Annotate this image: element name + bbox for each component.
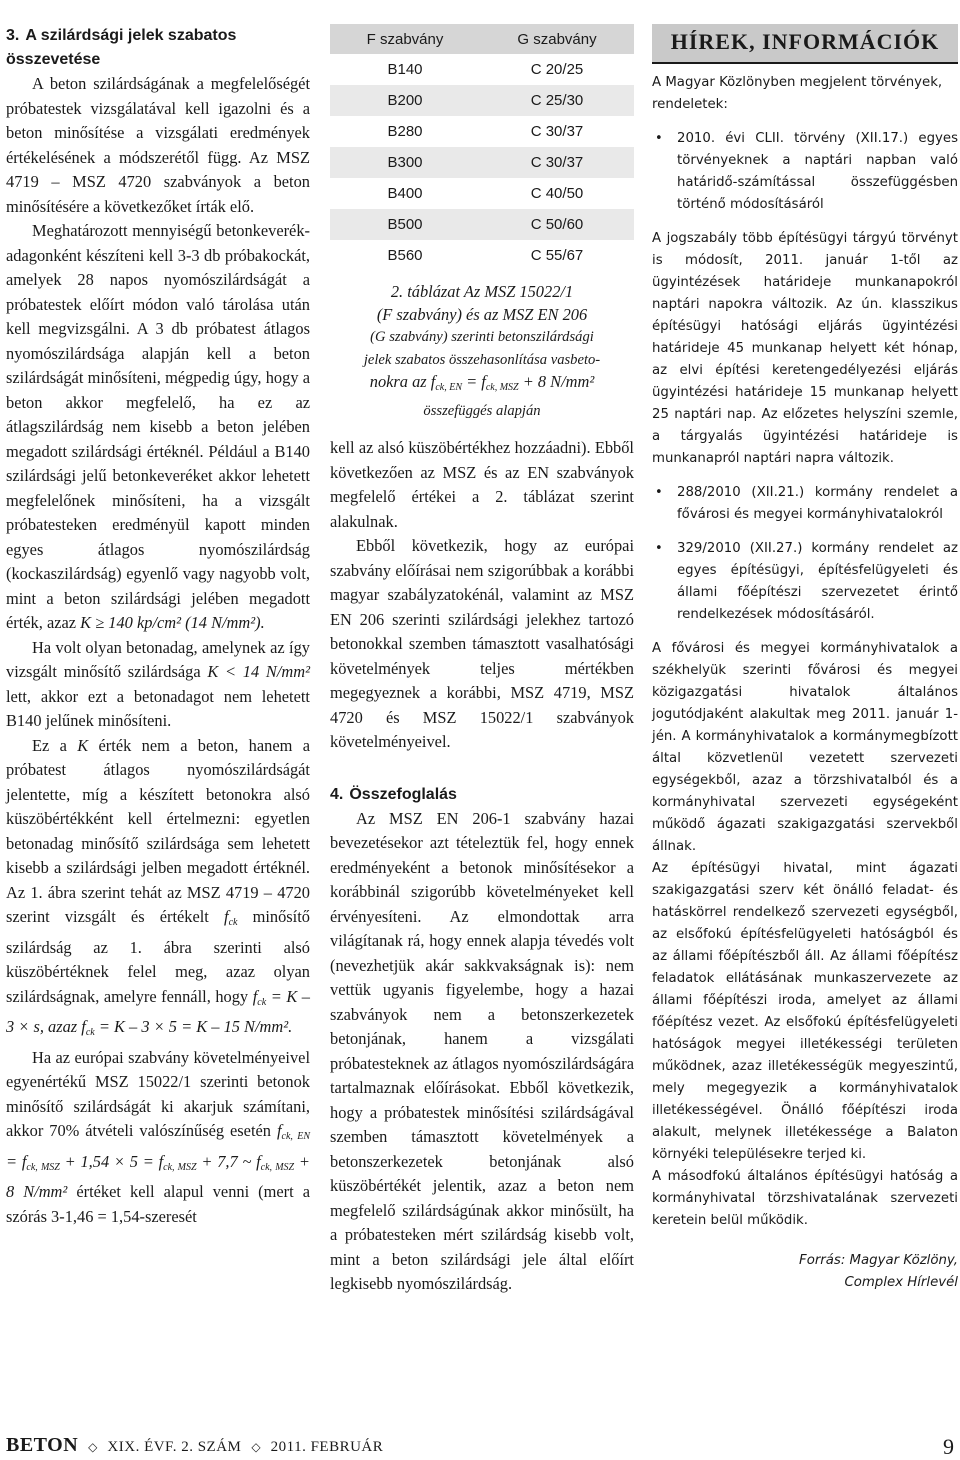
table-row: B280 C 30/37 (387, 123, 584, 140)
diamond-icon: ◇ (88, 1440, 98, 1454)
paragraph: A beton szilárdságának a megfelelőségét próbatestek vizsgálatával kell igazolni és a beton minősítése a vizsgálati eredmények értékelésének a módszerétől függ. Az MSZ 4719 – MSZ 4720 szabványok a beton minősítésére a következőket írták elő. (6, 74, 310, 216)
section-title: A szilárdsági jelek szabatos összevetése (6, 27, 237, 68)
left-column (6, 24, 310, 1229)
paragraph: Meghatározott mennyiségű betonkeverék-adagonként készíteni kell 3-3 db próbakockát, amelyek 28 napos nyomószilárdságát a próbatestek előírt módon való tárolása után kell megvizsgálni. A 3 db próbatest átlagos nyomószilárdsága alapján kell a beton szilárdságát minősíteni, mégpedig úgy, hogy a beton akkor megfelelő, ha ez az átlagszilárdság nem kisebb a beton jelében megadott szilárdsági értéknél. Például a B140 szilárdsági jelű betonkeveréket akkor lehetett megfelelőnek minősíteni, ha a vizsgált próbatesteken eredményül kapott minden egyes átlagos nyomószilárdság (kockaszilárdság) egyenlő vagy nagyobb volt, mint a beton szilárdsági jelében megadott érték, azaz K ≥ 140 kp/cm² (14 N/mm²). (6, 221, 310, 632)
list-item: • 288/2010 (XII.21.) kormány rendelet a fővárosi és megyei kormányhivatalokról (652, 482, 958, 526)
list-item: • 329/2010 (XII.27.) kormány rendelet az egyes építésügyi, építésfelügyeleti és állami főépítészi szervezetet érintő rendelkezések módosításáról. (652, 538, 958, 626)
table-row: B300 C 30/37 (330, 147, 634, 178)
paragraph: A fővárosi és megyei kormányhivatalok a székhelyük szerinti fővárosi és megyei közigazgatási hivatalok általános jogutódjaként alakultak meg 2011. január 1-jén. A kormányhivatalok a kormánymegbízott által közvetlenül vezetett szervezeti egységekből, azaz a törzshivatalból és a kormányhivatal szervezeti egységeként működő ágazati szakigazgatási szervekből állnak. (652, 641, 958, 854)
section-number: 4. (330, 785, 344, 803)
law-list (652, 128, 958, 216)
paragraph: A jogszabály több építésügyi tárgyú törvényt is módosít, 2011. január 1-től az ügyintézések határideje munkanapokról naptári napokra változik. Az ún. klasszikus építésügyi hatósági eljárás ügyintézési határideje 45 munkanap helyett két hónap, az elvi építési keretengedélyezési eljárás ügyintézési határideje 15 munkanap helyett 25 naptári nap. Az előzetes helyszíni szemle, a tárgyalás ügyintézési határideje is munkanapról naptári napra változik. (652, 231, 958, 466)
news-intro: A Magyar Közlönyben megjelent törvények, rendeletek: (652, 75, 943, 112)
section-4-heading (330, 783, 634, 807)
table-header: G szabvány (480, 24, 634, 54)
issue-number: XIX. ÉVF. 2. SZÁM (107, 1439, 242, 1455)
paragraph: kell az alsó küszöbértékhez hozzáadni). Ebből következően az MSZ és az EN szabványok megfelelő értékei a 2. táblázat szerint alakulnak. (330, 438, 634, 531)
issue-date: 2011. FEBRUÁR (270, 1439, 384, 1455)
paragraph: Az építésügyi hivatal, mint ágazati szakigazgatási szerv két önálló feladat- és hatáskörrel rendelkező szervezeti egységből, az elsőfokú építésfelügyeleti hatóságból és az állami főépítészből áll. Az állami főépítész feladatok ellátásának munkaszervezete az állami főépítészi iroda, amelyet az állami főépítész vezet. Az elsőfokú építésfelügyeleti hatóságok megyei illetékességi területen működnek, azaz illetékességük megyeszintű, mely megegyezik a kormányhivatalok illetékességével. Önálló főépítészi iroda alakult, melynek illetékessége a Balaton környéki településekre terjed ki. (652, 861, 958, 1162)
formula: K < 14 N/mm² (207, 662, 310, 681)
section-number: 3. (6, 27, 20, 44)
law-list (652, 482, 958, 626)
table-row: B500 C 50/60 (330, 209, 634, 240)
page-number: 9 (943, 1434, 954, 1459)
table-row: B560 C 55/67 (387, 247, 584, 264)
table-row: B140 C 20/25 (387, 61, 584, 78)
paragraph: Az MSZ EN 206-1 szabvány hazai bevezetésekor azt tételeztük fel, hogy ennek eredményeként a betonok minősítésekor a korábbinál szigorúbb követelményeket kell érvényesíteni. Az elmondottak arra világítanak rá, hogy ennek alapja tévedés volt (nevezhetjük akár sakkvakságnak is): nem vettük ugyanis figyelembe, hogy a hazai szabványok nem a betonszerkezetek betonjának, hanem a vizsgálati próbatesteknek az átlagos nyomószilárdságára tartalmaznak előírásokat. Ebből következik, hogy a próbatestek minősítési szilárdságával szemben támasztott követelmények a betonszerkezetek betonjának alsó küszöbértékét jelentik, azaz a beton nem megfelelő szilárdságúnak akkor minősült, ha a próbatesteken mért szilárdság kisebb volt, mint a beton szilárdsági jele által előírt legkisebb nyomószilárdság. (330, 808, 634, 1293)
magazine-brand: BETON (6, 1434, 79, 1456)
paragraph: Ha az európai szabvány követelményeivel egyenértékű MSZ 15022/1 szerinti betonok minősítő szilárdságát ki akarjuk számítani, akkor 70% átvételi valószínűség esetén $f_{ck, EN} = f_{ck, MSZ} + 1,54 \times 5 = f_{ck, MSZ} + 7,7$ ~ $f_{ck, MSZ} + 8$ N/mm² értéket kell alapul venni (mert a szórás 3-1,46 = 1,54-szeresét (6, 1047, 310, 1226)
right-column (652, 24, 958, 1294)
paragraph: A másodfokú általános építésügyi hatóság a kormányhivatal törzshivatalának szervezeti keretein belül működik. (652, 1169, 958, 1228)
news-heading: HÍREK, INFORMÁCIÓK (652, 24, 958, 64)
bullet-icon: • (655, 131, 663, 146)
middle-column (330, 24, 634, 1297)
bullet-icon: • (655, 541, 663, 556)
paragraph: Ebből következik, hogy az európai szabvány előírásai nem szigorúbbak a korábbi magyar szabályzatokénál, valamint az MSZ EN 206 szerinti szilárdsági jelekhez tartozó betonokkal szemben támasztott vasalhatósági követelmények teljes mértékben megegyeznek a korábbi, MSZ 4719, MSZ 4720 és MSZ 15022/1 szabványok követelményeivel. (330, 536, 634, 751)
table-row: B400 C 40/50 (387, 185, 584, 202)
source-note: Forrás: Magyar Közlöny, Complex Hírlevél (799, 1253, 958, 1290)
table-row: B200 C 25/30 (330, 85, 634, 116)
paragraph: Ez a K érték nem a beton, hanem a próbatest átlagos nyomószilárdságát jelentette, míg a készített betonokra alsó küszöbértékként kell értelmezni: egyetlen betonadag minősítő szilárdsága sem lehetett kisebb a szilárdsági jelben megadott értéknél. Az 1. ábra szerint tehát az MSZ 4719 – 4720 szerint vizsgált és értékelt $f_{ck}$ minősítő szilárdság az 1. ábra szerinti alsó küszöbértéknek felel meg, azaz olyan szilárdságnak, amelyre fennáll, hogy $f_{ck} = K - 3 \times s$, azaz $f_{ck} = K - 3 \times 5 = K - 15$ N/mm². (6, 735, 310, 1038)
list-item: • 2010. évi CLII. törvény (XII.17.) egyes törvényeknek a naptári napban való határidő-számítással összefüggésben történő módosításáról (652, 128, 958, 216)
diamond-icon: ◇ (251, 1440, 261, 1454)
section-3-heading (6, 24, 310, 72)
section-title: Összefoglalás (349, 785, 457, 803)
formula: K ≥ 140 kp/cm² (14 N/mm²). (80, 613, 265, 632)
bullet-icon: • (655, 485, 663, 500)
page-footer (6, 1434, 954, 1460)
table-header: F szabvány (330, 24, 480, 54)
comparison-table (330, 24, 634, 271)
table-caption: 2. táblázat Az MSZ 15022/1 (F szabvány) és az MSZ EN 206 (G szabvány) szerinti betonszilárdsági jelek szabatos összehasonlítása vasbeto- nokra az $f_{ck, EN} = f_{ck, MSZ} + 8$ N/mm² összefüggés alapján (363, 282, 601, 419)
paragraph: Ha volt olyan betonadag, amelynek az így vizsgált minősítő szilárdsága K < 14 N/mm² lett, akkor ezt a betonadagot nem lehetett B140 jelűnek minősíteni. (6, 637, 310, 730)
